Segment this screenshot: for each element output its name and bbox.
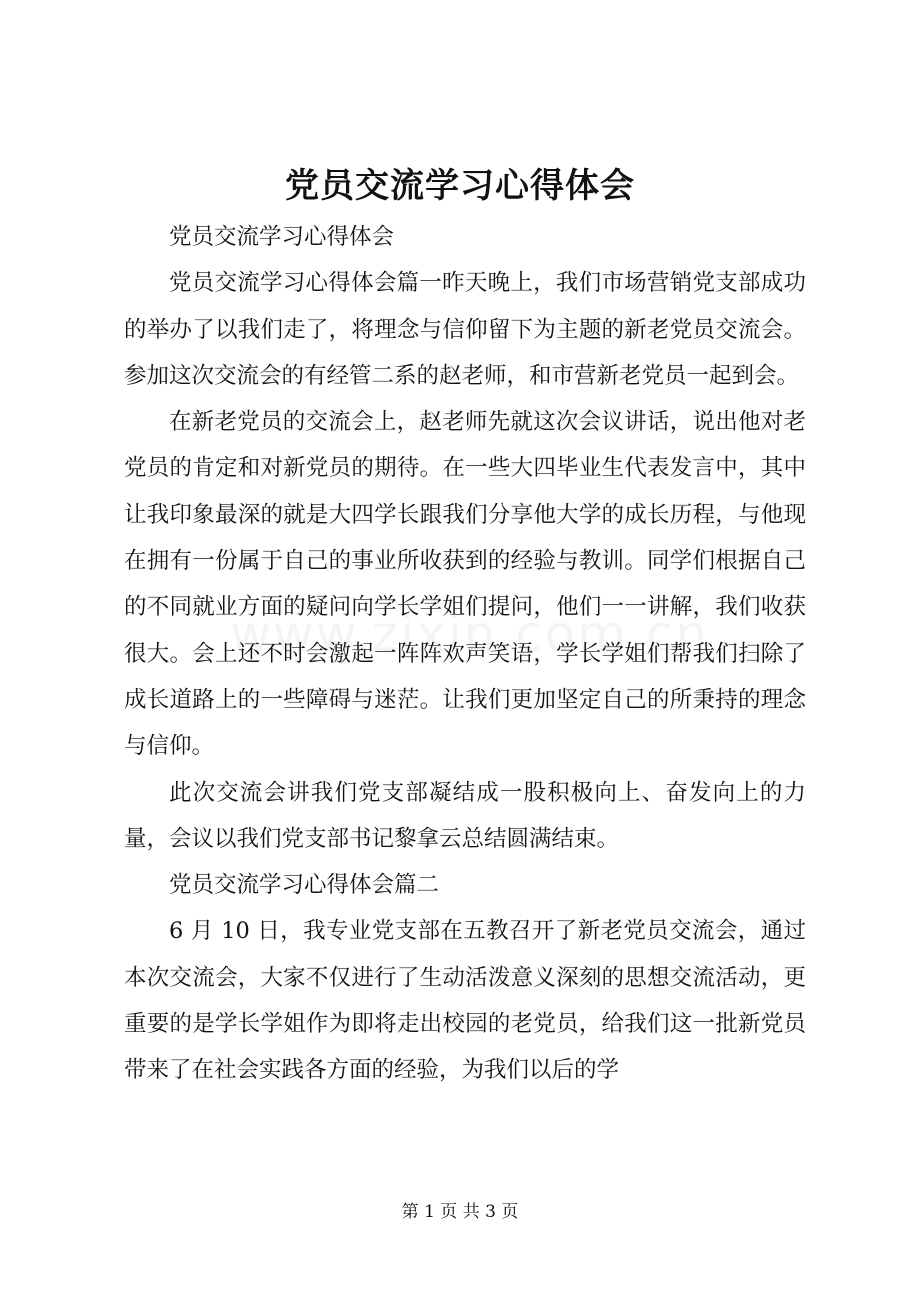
paragraph-1: 党员交流学习心得体会篇一昨天晚上，我们市场营销党支部成功的举办了以我们走了，将理念与信仰留下为主题的新老党员交流会。参加这次交流会的有经管二系的赵老师，和市营新老党员一起到会。 [124, 270, 806, 389]
paragraph-3: 此次交流会讲我们党支部凝结成一股积极向上、奋发向上的力量，会议以我们党支部书记黎拿云总结圆满结束。 [124, 779, 806, 852]
paragraph-section-heading: 党员交流学习心得体会篇二 [169, 872, 440, 899]
paragraph-4: 6 月 10 日，我专业党支部在五教召开了新老党员交流会，通过本次交流会，大家不仅进行了生动活泼意义深刻的思想交流活动，更重要的是学长学姐作为即将走出校园的老党员，给我们这一批新党员带来了在社会实践各方面的经验，为我们以后的学 [124, 918, 806, 1084]
paragraph-subtitle: 党员交流学习心得体会 [169, 224, 395, 250]
paragraph-2: 在新老党员的交流会上，赵老师先就这次会议讲话，说出他对老党员的肯定和对新党员的期待。在一些大四毕业生代表发言中，其中让我印象最深的就是大四学长跟我们分享他大学的成长历程，与他现在拥有一份属于自己的事业所收获到的经验与教训。同学们根据自己的不同就业方面的疑问向学长学姐们提问，他们一一讲解，我们收获很大。会上还不时会激起一阵阵欢声笑语，学长学姐们帮我们扫除了成长道路上的一些障碍与迷茫。让我们更加坚定自己的所秉持的理念与信仰。 [124, 409, 806, 760]
document-title: 党员交流学习心得体会 [285, 166, 635, 206]
page-footer: 第 1 页 共 3 页 [401, 1202, 519, 1222]
document-body [124, 214, 806, 1094]
